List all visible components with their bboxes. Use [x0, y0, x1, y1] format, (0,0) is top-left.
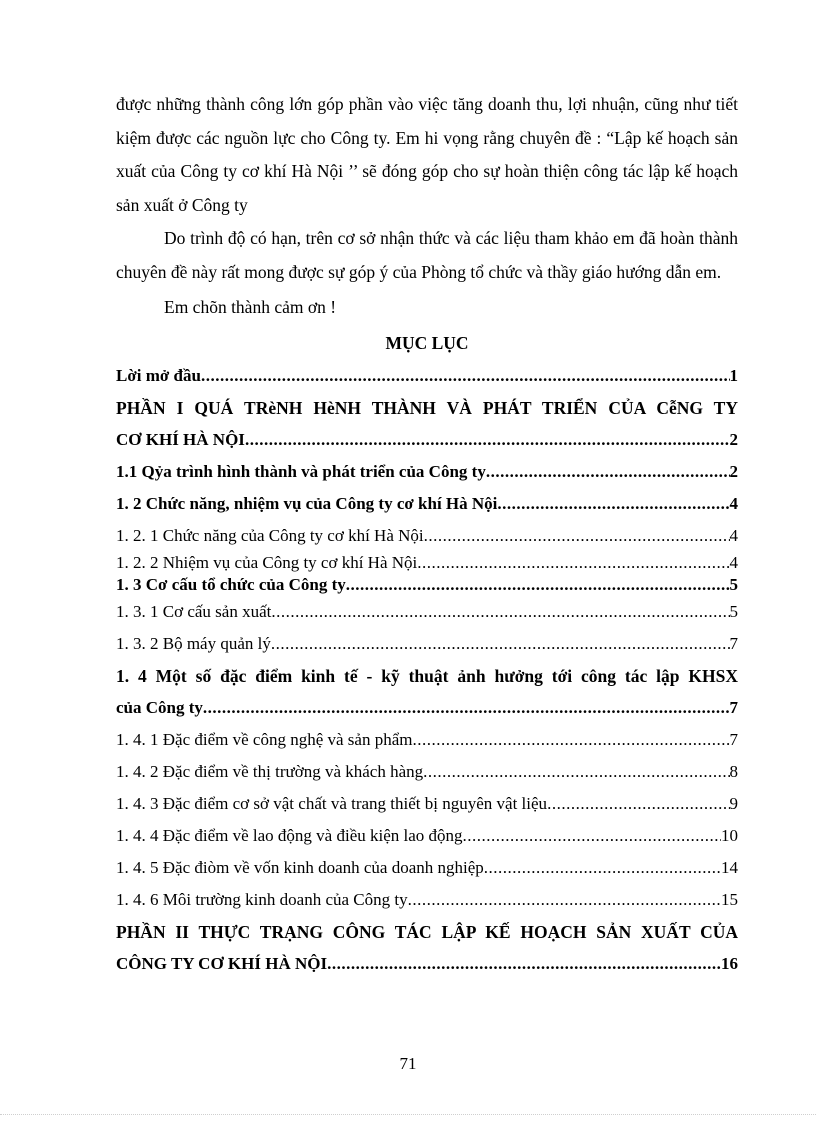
page-number: 71 [399, 1054, 417, 1073]
toc-leader-dots [497, 488, 729, 520]
toc-entry-1-4-5[interactable] [116, 852, 738, 884]
toc-entry-text: 1. 3. 1 Cơ cấu sản xuất [116, 602, 272, 621]
toc-entry-page: 7 [729, 634, 738, 653]
toc-leader-dots [424, 520, 730, 552]
toc-entry-text: CÔNG TY CƠ KHÍ HÀ NỘI [116, 954, 328, 973]
toc-leader-dots [486, 456, 730, 488]
toc-entry-text: 1. 4. 1 Đặc điểm về công nghệ và sản phẩm [116, 730, 413, 749]
toc-entry-1-1[interactable] [116, 456, 738, 488]
toc-entry-page: 4 [729, 553, 738, 572]
toc-entry-page: 8 [729, 762, 738, 781]
toc-leader-dots [408, 884, 721, 916]
toc-entry-text: 1. 4. 2 Đặc điểm về thị trường và khách hàng [116, 762, 424, 781]
toc-entry-text-line1: 1. 4 Một số đặc điểm kinh tế - kỹ thuật ảnh hưởng tới công tác lập KHSX [116, 666, 738, 686]
toc-entry-page: 4 [729, 494, 738, 513]
toc-entry-text: Lời mở đầu [116, 366, 201, 385]
toc-entry-1-2-1[interactable] [116, 520, 738, 552]
toc-entry-loi-mo-dau[interactable] [116, 360, 738, 392]
toc-entry-text: 1. 2 Chức năng, nhiệm vụ của Công ty cơ khí Hà Nội [116, 494, 498, 513]
toc-leader-dots [484, 852, 721, 884]
toc-leader-dots [201, 360, 730, 392]
toc-entry-1-4-6[interactable] [116, 884, 738, 916]
toc-entry-text: CƠ KHÍ HÀ NỘI [116, 430, 245, 449]
toc-leader-dots [346, 574, 730, 596]
toc-entry-page: 7 [729, 698, 738, 717]
toc-entry-page: 9 [729, 794, 738, 813]
toc-entry-text: của Công ty [116, 698, 203, 717]
toc-entry-phan-1[interactable] [116, 392, 738, 456]
toc-entry-text-line1: PHẦN I QUÁ TRèNH HèNH THÀNH VÀ PHÁT TRIỂN CỦA CễNG TY [116, 398, 738, 418]
toc-entry-1-4-4[interactable] [116, 820, 738, 852]
toc-leader-dots [203, 692, 730, 724]
toc-entry-text: 1.1 Qỷa trình hình thành và phát triển của Công ty [116, 462, 486, 481]
toc-leader-dots [271, 628, 730, 660]
toc-entry-1-4-1[interactable] [116, 724, 738, 756]
toc-entry-page: 5 [729, 575, 738, 594]
table-of-contents [116, 360, 738, 980]
toc-entry-page: 4 [729, 526, 738, 545]
toc-entry-1-3-2[interactable] [116, 628, 738, 660]
toc-leader-dots [463, 820, 721, 852]
toc-entry-text: 1. 3. 2 Bộ máy quản lý [116, 634, 271, 653]
toc-entry-page: 1 [729, 366, 738, 385]
toc-entry-text: 1. 3 Cơ cấu tổ chức của Công ty [116, 575, 346, 594]
toc-entry-text: 1. 4. 3 Đặc điểm cơ sở vật chất và trang thiết bị nguyên vật liệu [116, 794, 548, 813]
toc-entry-page: 15 [721, 890, 738, 909]
toc-entry-page: 2 [729, 430, 738, 449]
toc-entry-page: 5 [729, 602, 738, 621]
paragraph-1: được những thành công lớn góp phần vào việc tăng doanh thu, lợi nhuận, cũng như tiết kiệm được các nguồn lực cho Công ty. Em hi vọng rằng chuyên đề : “Lập kế hoạch sản xuất của Công ty cơ khí Hà Nội ’’ sẽ đóng góp cho sự hoàn thiện công tác lập kế hoạch sản xuất ở Công ty [116, 94, 738, 215]
toc-leader-dots [271, 596, 729, 628]
toc-title: MỤC LỤC [385, 333, 469, 353]
toc-leader-dots [327, 948, 721, 980]
toc-entry-page: 7 [729, 730, 738, 749]
toc-entry-1-2[interactable] [116, 488, 738, 520]
toc-entry-1-4[interactable] [116, 660, 738, 724]
toc-entry-text: 1. 4. 6 Môi trường kinh doanh của Công ty [116, 890, 408, 909]
toc-leader-dots [423, 756, 729, 788]
toc-entry-text: 1. 4. 5 Đặc điòm về vốn kinh doanh của doanh nghiệp [116, 858, 484, 877]
toc-leader-dots [547, 788, 729, 820]
toc-entry-page: 14 [721, 858, 738, 877]
toc-leader-dots [417, 552, 729, 574]
toc-leader-dots [245, 424, 730, 456]
document-page [116, 88, 738, 980]
toc-entry-page: 2 [729, 462, 738, 481]
toc-entry-1-3-1[interactable] [116, 596, 738, 628]
toc-entry-1-4-2[interactable] [116, 756, 738, 788]
closing-line: Em chõn thành cảm ơn ! [164, 297, 337, 317]
toc-entry-text-line1: PHẦN II THỰC TRẠNG CÔNG TÁC LẬP KẾ HOẠCH SẢN XUẤT CỦA [116, 922, 738, 942]
page-bottom-divider [0, 1114, 816, 1115]
toc-entry-1-4-3[interactable] [116, 788, 738, 820]
toc-entry-text: 1. 2. 1 Chức năng của Công ty cơ khí Hà Nội [116, 526, 424, 545]
toc-entry-page: 16 [721, 954, 738, 973]
toc-entry-1-3[interactable] [116, 574, 738, 596]
toc-entry-1-2-2[interactable] [116, 552, 738, 574]
toc-entry-text: 1. 2. 2 Nhiệm vụ của Công ty cơ khí Hà Nội [116, 553, 418, 572]
toc-leader-dots [412, 724, 729, 756]
toc-entry-phan-2[interactable] [116, 916, 738, 980]
toc-entry-text: 1. 4. 4 Đặc điểm về lao động và điều kiện lao động [116, 826, 463, 845]
paragraph-2: Do trình độ có hạn, trên cơ sở nhận thức và các liệu tham khảo em đã hoàn thành chuyên đề này rất mong được sự góp ý của Phòng tổ chức và thầy giáo hướng dẫn em. [116, 228, 738, 282]
toc-entry-page: 10 [721, 826, 738, 845]
